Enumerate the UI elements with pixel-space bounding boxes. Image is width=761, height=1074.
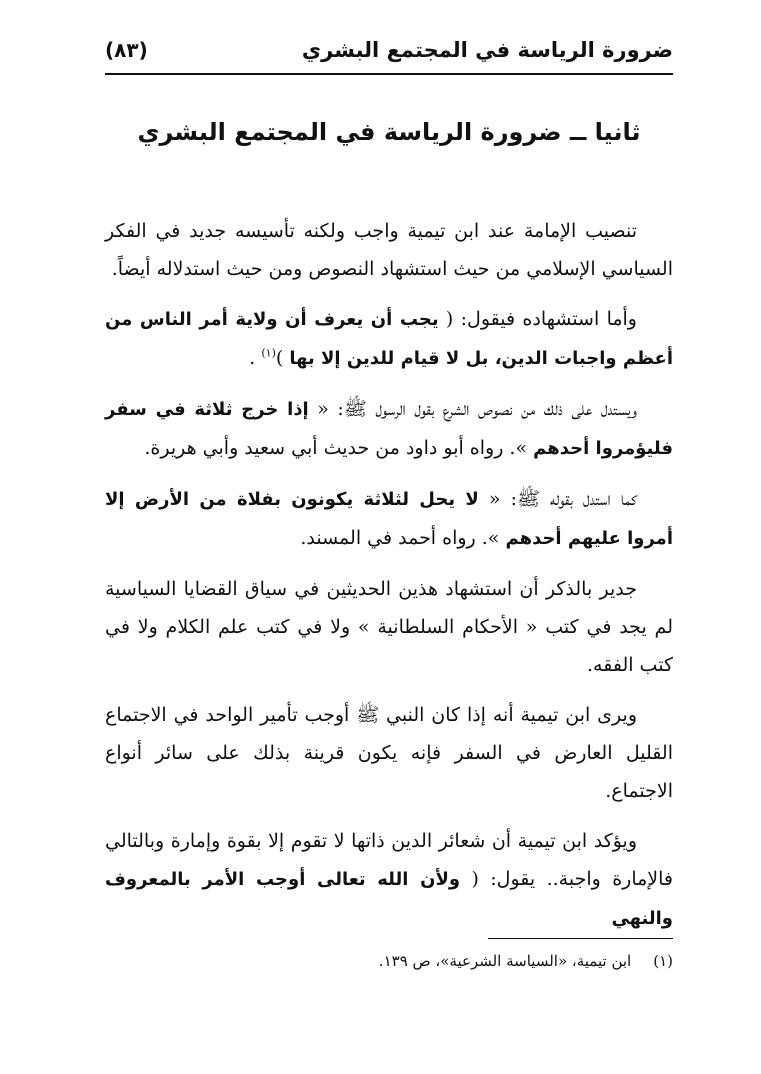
paragraph-7-lead: ويؤكد ابن تيمية أن شعائر الدين ذاتها لا تقوم إلا بقوة وإمارة وبالتالي فالإمارة واجبة.. يقول: ( xyxy=(105,830,673,890)
paragraph-2-end: . xyxy=(249,347,262,369)
footnote-text: ابن تيمية، «السياسة الشرعية»، ص ١٣٩. xyxy=(378,952,632,970)
footnote-number: (١) xyxy=(653,952,673,970)
paragraph-2 xyxy=(105,300,673,378)
footnote-ref: (١) xyxy=(261,346,276,360)
page-header xyxy=(105,28,673,72)
paragraph-4-tail: ». رواه أحمد في المسند. xyxy=(300,527,506,549)
hadith-bold: إذا خرج ثلاثة في سفر فليؤمروا أحدهم xyxy=(105,399,673,459)
header-rule xyxy=(105,73,673,75)
paragraph-5: جدير بالذكر أن استشهاد هذين الحديثين في سياق القضايا السياسية لم يجد في كتب « الأحكام السلطانية » ولا في كتب علم الكلام ولا في كتب الفقه. xyxy=(105,578,673,676)
paragraph-3-lead: ويستدل على ذلك من نصوص الشرع بقول الرسول ﷺ: « xyxy=(308,398,637,420)
body-text xyxy=(105,212,673,950)
paragraph-3-tail: ». رواه أبو داود من حديث أبي سعيد وأبي هريرة. xyxy=(144,437,534,459)
hadith-bold: لا يحل لثلاثة يكونون بفلاة من الأرض إلا أمروا عليهم أحدهم xyxy=(105,489,673,549)
running-title: ضرورة الرياسة في المجتمع البشري xyxy=(301,38,673,62)
paragraph-2-tail: ) xyxy=(275,347,290,369)
paragraph-2-lead: وأما استشهاده فيقول: ( xyxy=(438,308,637,330)
paragraph-3 xyxy=(105,390,673,468)
footnote xyxy=(105,952,673,970)
paragraph-6: ويرى ابن تيمية أنه إذا كان النبي ﷺ أوجب تأمير الواحد في الاجتماع القليل العارض في السفر فإنه يكون قرينة بذلك على سائر أنواع الاجتماع. xyxy=(105,704,673,802)
paragraph-7 xyxy=(105,822,673,938)
quote-bold: يجب أن يعرف أن ولاية أمر الناس من أعظم واجبات الدين، بل لا قيام للدين إلا بها xyxy=(105,309,673,369)
page-number: (٨٣) xyxy=(105,38,148,62)
paragraph-4 xyxy=(105,480,673,558)
footnote-rule xyxy=(488,938,673,939)
paragraph-1: تنصيب الإمامة عند ابن تيمية واجب ولكنه تأسيسه جديد في الفكر السياسي الإسلامي من حيث استشهاد النصوص ومن حيث استدلاله أيضاً. xyxy=(105,220,673,280)
quote-bold: ولأن الله تعالى أوجب الأمر بالمعروف والنهي xyxy=(105,869,673,929)
section-title: ثانيا ــ ضرورة الرياسة في المجتمع البشري xyxy=(137,118,641,146)
paragraph-4-lead: كما استدل بقوله ﷺ: « xyxy=(478,488,637,510)
